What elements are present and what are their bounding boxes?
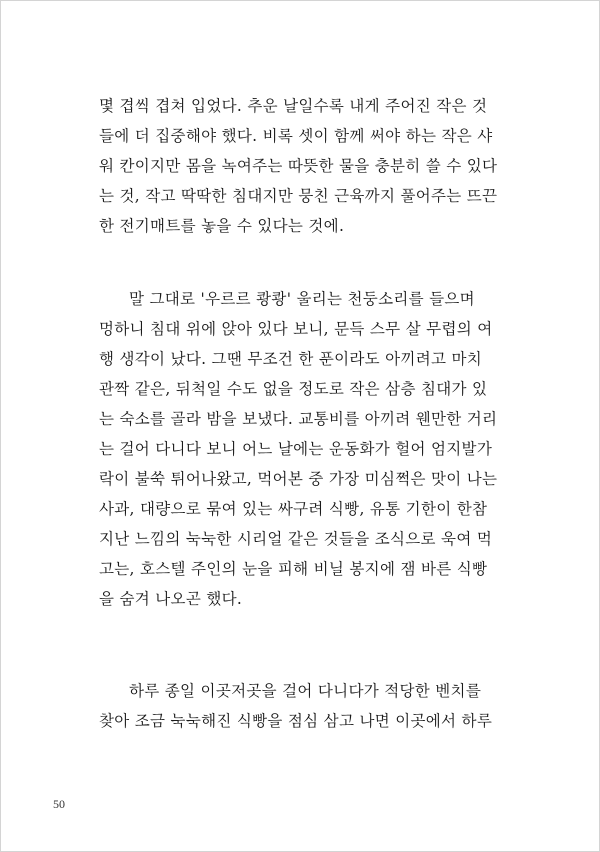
- text-line: 멍하니 침대 위에 앉아 있다 보니, 문득 스무 살 무렵의 여: [99, 320, 493, 338]
- text-line: 사과, 대량으로 묶여 있는 싸구려 식빵, 유통 기한이 한참: [99, 500, 488, 518]
- text-line: 워 칸이지만 몸을 녹여주는 따뜻한 물을 충분히 쓸 수 있다: [99, 157, 498, 175]
- text-line: 행 생각이 났다. 그땐 무조건 한 푼이라도 아끼려고 마치: [99, 350, 483, 368]
- text-line: 들에 더 집중해야 했다. 비록 셋이 함께 써야 하는 작은 샤: [99, 127, 493, 145]
- text-line: 말 그대로 '우르르 쾅쾅' 울리는 천둥소리를 들으며: [129, 290, 475, 308]
- text-line: 지난 느낌의 눅눅한 시리얼 같은 것들을 조식으로 욱여 먹: [99, 530, 493, 548]
- text-line: 을 숨겨 나오곤 했다.: [99, 590, 243, 608]
- text-line: 찾아 조금 눅눅해진 식빵을 점심 삼고 나면 이곳에서 하루: [99, 712, 493, 730]
- text-line: 한 전기매트를 놓을 수 있다는 것에.: [99, 217, 345, 235]
- page-number: 50: [53, 797, 65, 811]
- text-line: 는 걸어 다니다 보니 어느 날에는 운동화가 헐어 엄지발가: [99, 440, 493, 458]
- text-line: 하루 종일 이곳저곳을 걸어 다니다가 적당한 벤치를: [129, 682, 482, 700]
- text-line: 관짝 같은, 뒤척일 수도 없을 정도로 작은 삼층 침대가 있: [99, 380, 488, 398]
- text-line: 몇 겹씩 겹쳐 입었다. 추운 날일수록 내게 주어진 작은 것: [99, 97, 488, 115]
- text-line: 락이 불쑥 튀어나왔고, 먹어본 중 가장 미심쩍은 맛이 나는: [99, 470, 498, 488]
- text-line: 는 것, 작고 딱딱한 침대지만 뭉친 근육까지 풀어주는 뜨끈: [99, 187, 498, 205]
- text-line: 고는, 호스텔 주인의 눈을 피해 비닐 봉지에 잼 바른 식빵: [99, 560, 488, 578]
- text-line: 는 숙소를 골라 밤을 보냈다. 교통비를 아끼려 웬만한 거리: [99, 410, 498, 428]
